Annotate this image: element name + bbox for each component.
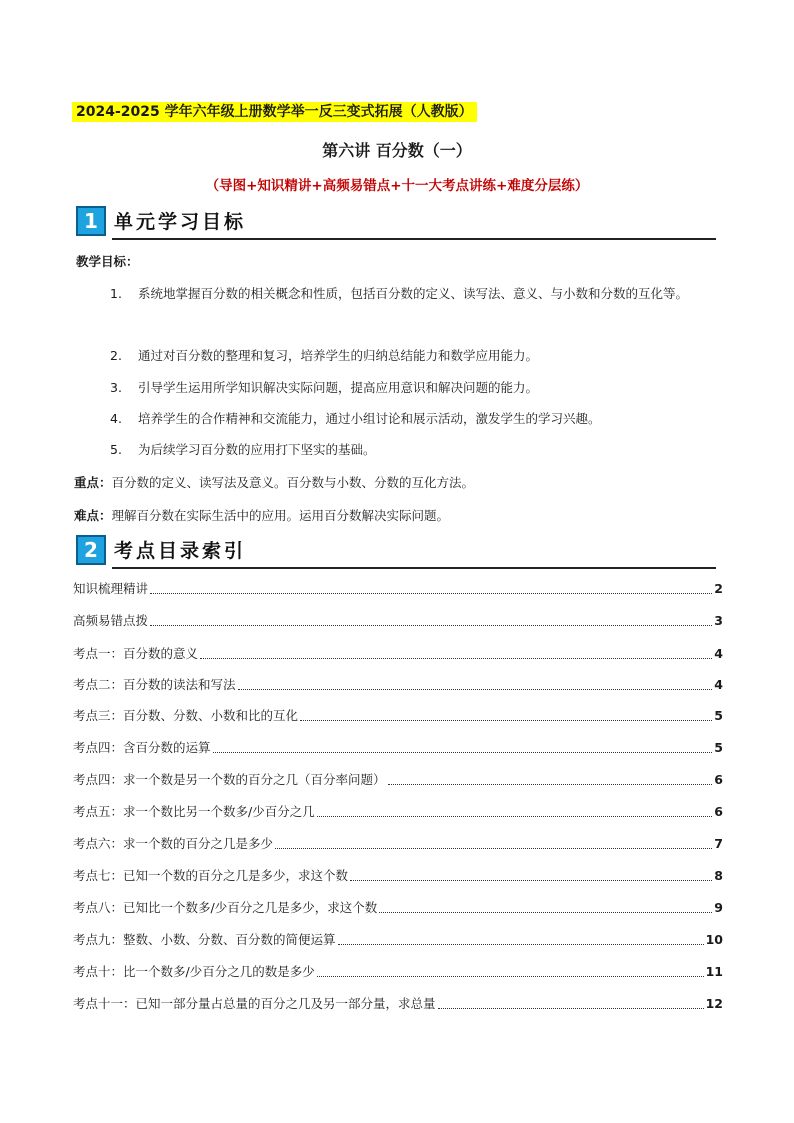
- toc-entry[interactable]: [73, 963, 723, 981]
- toc-leader-dots: [338, 944, 704, 945]
- toc-page-number: 2: [714, 581, 723, 596]
- goal-number: 5.: [110, 442, 122, 457]
- toc-page-number: 7: [714, 836, 723, 851]
- toc-leader-dots: [150, 625, 712, 626]
- goal-text: 为后续学习百分数的应用打下坚实的基础。: [138, 442, 376, 457]
- section-underline: [112, 238, 716, 240]
- toc-leader-dots: [275, 848, 712, 849]
- toc-leader-dots: [317, 976, 704, 977]
- lesson-subtitle: （导图+知识精讲+高频易错点+十一大考点讲练+难度分层练）: [205, 178, 589, 194]
- section-underline: [112, 567, 716, 569]
- toc-entry-label: 考点九：整数、小数、分数、百分数的简便运算: [73, 932, 336, 947]
- toc-entry-label: 高频易错点拨: [73, 613, 149, 628]
- toc-page-number: 5: [714, 708, 723, 723]
- toc-entry[interactable]: [73, 835, 723, 853]
- toc-entry[interactable]: [73, 931, 723, 949]
- toc-entry-label: 知识梳理精讲: [73, 581, 149, 596]
- goal-number: 4.: [110, 411, 122, 426]
- lesson-title: 第六讲 百分数（一）: [322, 141, 472, 160]
- section-header-toc: [76, 535, 716, 571]
- toc-leader-dots: [379, 912, 712, 913]
- toc-entry[interactable]: [73, 676, 723, 694]
- toc-page-number: 5: [714, 740, 723, 755]
- toc-leader-dots: [388, 784, 713, 785]
- section-title: 单元学习目标: [114, 211, 247, 233]
- toc-page-number: 11: [705, 964, 723, 979]
- goal-text: 通过对百分数的整理和复习，培养学生的归纳总结能力和数学应用能力。: [138, 348, 539, 363]
- goal-number: 2.: [110, 348, 122, 363]
- difficult-points-text: 理解百分数在实际生活中的应用。运用百分数解决实际问题。: [111, 508, 450, 523]
- section-title: 考点目录索引: [114, 540, 247, 562]
- toc-entry[interactable]: [73, 739, 723, 757]
- toc-entry-label: 考点十：比一个数多/少百分之几的数是多少: [73, 964, 315, 979]
- section-number-badge: 1: [76, 206, 106, 236]
- toc-entry[interactable]: [73, 612, 723, 630]
- toc-entry-label: 考点六：求一个数的百分之几是多少: [73, 836, 274, 851]
- goal-number: 1.: [110, 286, 122, 301]
- toc-entry[interactable]: [73, 771, 723, 789]
- toc-leader-dots: [200, 658, 712, 659]
- toc-entry[interactable]: [73, 707, 723, 725]
- toc-entry-label: 考点四：求一个数是另一个数的百分之几（百分率问题）: [73, 772, 386, 787]
- goals-label: 教学目标：: [76, 254, 139, 269]
- toc-leader-dots: [213, 752, 713, 753]
- difficult-points-label: 难点：: [74, 508, 112, 523]
- toc-entry-label: 考点七：已知一个数的百分之几是多少，求这个数: [73, 868, 349, 883]
- toc-entry-label: 考点三：百分数、分数、小数和比的互化: [73, 708, 299, 723]
- toc-entry[interactable]: [73, 899, 723, 917]
- toc-page-number: 6: [714, 804, 723, 819]
- toc-entry[interactable]: [73, 995, 723, 1013]
- toc-page-number: 9: [714, 900, 723, 915]
- toc-leader-dots: [438, 1008, 704, 1009]
- toc-page-number: 6: [714, 772, 723, 787]
- section-header-goals: [76, 206, 716, 242]
- toc-leader-dots: [350, 880, 712, 881]
- toc-leader-dots: [150, 593, 712, 594]
- goal-number: 3.: [110, 380, 122, 395]
- toc-leader-dots: [238, 689, 713, 690]
- toc-entry[interactable]: [73, 803, 723, 821]
- toc-page-number: 8: [714, 868, 723, 883]
- toc-entry-label: 考点八：已知比一个数多/少百分之几是多少，求这个数: [73, 900, 378, 915]
- difficult-points: [74, 507, 449, 525]
- toc-page-number: 10: [705, 932, 723, 947]
- goal-text: 系统地掌握百分数的相关概念和性质，包括百分数的定义、读写法、意义、与小数和分数的互化等。: [138, 286, 689, 301]
- toc-entry-label: 考点四：含百分数的运算: [73, 740, 211, 755]
- toc-page-number: 12: [705, 996, 723, 1011]
- key-points-text: 百分数的定义、读写法及意义。百分数与小数、分数的互化方法。: [111, 475, 475, 490]
- toc-entry[interactable]: [73, 645, 723, 663]
- section-number-badge: 2: [76, 535, 106, 565]
- toc-page-number: 4: [714, 677, 723, 692]
- toc-leader-dots: [317, 816, 713, 817]
- toc-entry[interactable]: [73, 580, 723, 598]
- toc-page-number: 4: [714, 646, 723, 661]
- goal-text: 培养学生的合作精神和交流能力，通过小组讨论和展示活动，激发学生的学习兴趣。: [138, 411, 601, 426]
- toc-entry-label: 考点十一：已知一部分量占总量的百分之几及另一部分量，求总量: [73, 996, 436, 1011]
- key-points-label: 重点：: [74, 475, 112, 490]
- series-banner: 2024-2025 学年六年级上册数学举一反三变式拓展（人教版）: [72, 102, 477, 122]
- toc-entry[interactable]: [73, 867, 723, 885]
- goal-text: 引导学生运用所学知识解决实际问题，提高应用意识和解决问题的能力。: [138, 380, 539, 395]
- toc-entry-label: 考点五：求一个数比另一个数多/少百分之几: [73, 804, 315, 819]
- toc-page-number: 3: [714, 613, 723, 628]
- key-points: [74, 474, 474, 492]
- toc-entry-label: 考点一：百分数的意义: [73, 646, 199, 661]
- toc-leader-dots: [300, 720, 712, 721]
- toc-entry-label: 考点二：百分数的读法和写法: [73, 677, 236, 692]
